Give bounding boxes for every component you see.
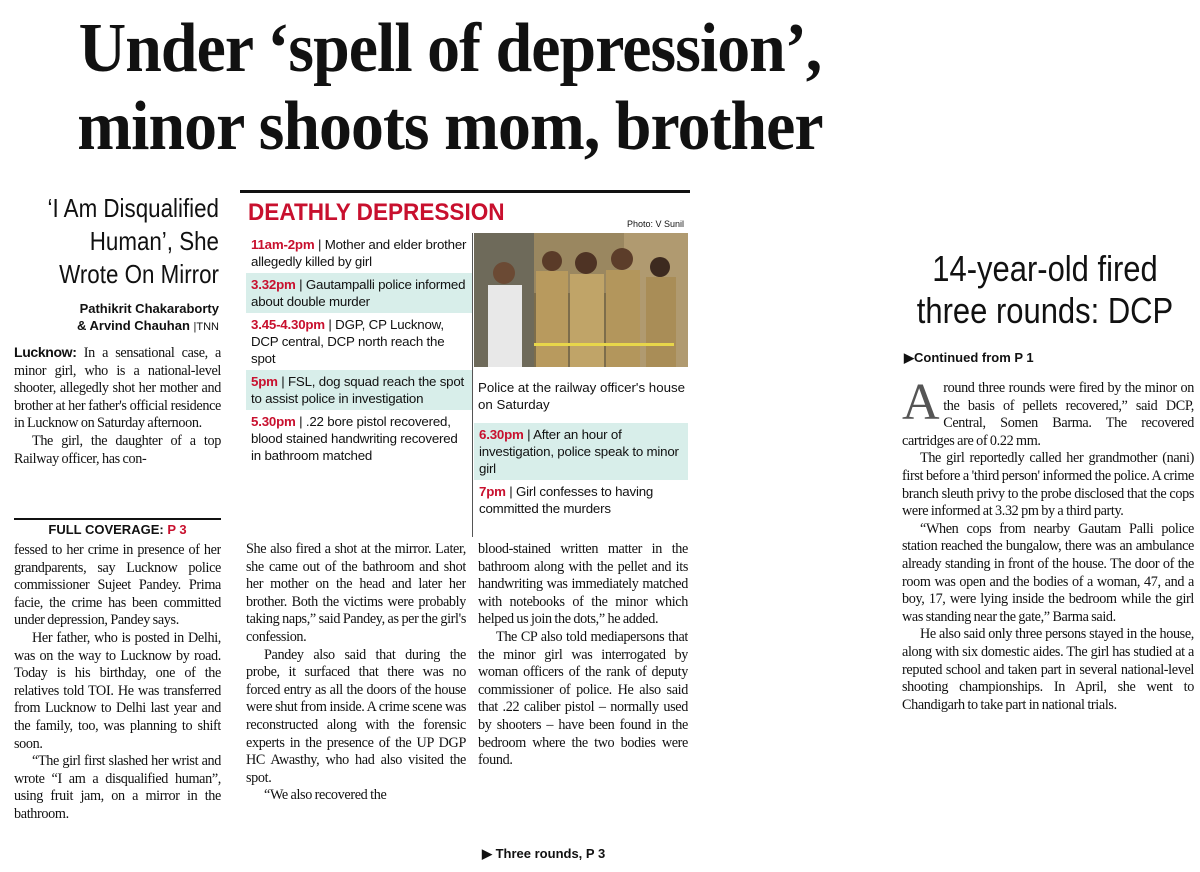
story-paragraph bbox=[902, 380, 1194, 450]
sidebar-headline-line: Wrote On Mirror bbox=[59, 259, 220, 289]
paragraph-text: round three rounds were fired by the minor on the basis of pellets recovered,” said DCP, Central, Somen Barma. The recovered cartridges are of 0.22 mm. bbox=[902, 380, 1194, 449]
box-divider bbox=[472, 233, 473, 537]
full-coverage-link[interactable] bbox=[14, 518, 221, 540]
sidebar-headline-line: ‘I Am Disqualified bbox=[47, 193, 219, 223]
timeline-text: | .22 bore pistol recovered, blood stained handwriting recovered in bathroom matched bbox=[251, 414, 458, 463]
timeline-time: 3.32pm bbox=[251, 277, 296, 292]
story-paragraph: “The girl first slashed her wrist and wrote “I am a disqualified human”, using fruit jam, on a mirror in the bathroom. bbox=[14, 753, 221, 822]
timeline-text: | Mother and elder brother allegedly killed by girl bbox=[251, 237, 467, 269]
right-headline-line-1: 14-year-old fired bbox=[932, 248, 1158, 289]
timeline-time: 3.45-4.30pm bbox=[251, 317, 325, 332]
story-column-3 bbox=[478, 541, 688, 831]
drop-cap: A bbox=[902, 380, 940, 431]
story-paragraph: Her father, who is posted in Delhi, was on the way to Lucknow by road. Today is his birthday, one of the relatives told TOI. He was transferred from Lucknow to Delhi last year and the family, too, was planning to shift soon. bbox=[14, 629, 221, 752]
story-paragraph: She also fired a shot at the mirror. Later, she came out of the bathroom and shot her mother on the head and later her brother. Both the victims were probably taking naps,” said Pandey, as per the girl's confession. bbox=[246, 541, 466, 645]
photo-credit: Photo: V Sunil bbox=[626, 219, 684, 229]
timeline-item bbox=[246, 313, 472, 370]
timeline-text: | Girl confesses to having committed the murders bbox=[479, 484, 654, 516]
story-paragraph: He also said only three persons stayed in the house, along with six domestic aides. The girl has studied at a reputed school and taken part in several national-level shooting championships. In April, she went to Chandigarh to take part in national trials. bbox=[902, 626, 1194, 713]
photo-caption: Police at the railway officer's house on Saturday bbox=[478, 380, 686, 412]
dateline: Lucknow: bbox=[14, 344, 77, 360]
timeline-item bbox=[246, 233, 472, 273]
byline-author-1: Pathikrit Chakaraborty bbox=[79, 301, 219, 316]
timeline-text: | After an hour of investigation, police speak to minor girl bbox=[479, 427, 679, 476]
byline bbox=[14, 300, 219, 336]
box-title: DEATHLY DEPRESSION bbox=[248, 199, 505, 226]
sidebar-headline bbox=[43, 192, 219, 291]
continued-from-label: ▶Continued from P 1 bbox=[904, 350, 1034, 365]
right-story-column bbox=[902, 380, 1194, 870]
timeline-time: 5.30pm bbox=[251, 414, 296, 429]
timeline-item bbox=[246, 410, 472, 467]
deathly-depression-box bbox=[240, 190, 690, 535]
timeline-item bbox=[474, 480, 688, 520]
story-paragraph: Pandey also said that during the probe, it surfaced that there was no forced entry as all the doors of the house were shut from inside. A crime scene was reconstructed along with the forensic experts in the presence of the UP DGP HC Awasthy, who had also visited the spot. bbox=[246, 646, 466, 786]
timeline-left bbox=[246, 233, 472, 467]
byline-tag: |TNN bbox=[193, 321, 219, 333]
headline-line-2: minor shoots mom, brother bbox=[77, 88, 823, 165]
paragraph-text: In a sensational case, a minor girl, who is a national-level shooter, allegedly shot her mother and brother at her father's official residence in Lucknow on Saturday afternoon. bbox=[14, 345, 221, 432]
police-photo bbox=[474, 233, 688, 367]
timeline-time: 6.30pm bbox=[479, 427, 524, 442]
right-story-headline bbox=[912, 248, 1179, 332]
jump-link-three-rounds[interactable]: ▶ Three rounds, P 3 bbox=[482, 846, 606, 861]
timeline-text: | Gautampalli police informed about double murder bbox=[251, 277, 466, 309]
full-coverage-label: FULL COVERAGE: bbox=[48, 522, 164, 537]
story-paragraph: blood-stained written matter in the bathroom along with the pellet and its handwriting was immediately matched with notebooks of the minor which helped us join the dots,” he added. bbox=[478, 541, 688, 628]
story-column-1-bottom bbox=[14, 542, 221, 872]
full-coverage-page: P 3 bbox=[167, 522, 187, 537]
timeline-right bbox=[474, 423, 688, 520]
story-paragraph: “We also recovered the bbox=[264, 787, 387, 804]
timeline-text: | DGP, CP Lucknow, DCP central, DCP north reach the spot bbox=[251, 317, 445, 366]
timeline-text: | FSL, dog squad reach the spot to assist police in investigation bbox=[251, 374, 465, 406]
timeline-item bbox=[246, 273, 472, 313]
story-paragraph: The girl, the daughter of a top Railway officer, has con- bbox=[14, 432, 221, 467]
story-paragraph: The girl reportedly called her grandmother (nani) first before a 'third person' informed the police. A crime branch sleuth privy to the probe disclosed that the cops were informed at 3.32 pm by a third party. bbox=[902, 450, 1194, 520]
story-column-2 bbox=[246, 541, 466, 872]
sidebar-headline-line: Human’, She bbox=[89, 226, 219, 256]
timeline-item bbox=[474, 423, 688, 480]
police-photo-illustration bbox=[474, 233, 688, 367]
story-paragraph: The CP also told mediapersons that the minor girl was interrogated by woman officers of the rank of deputy commissioner of police. He also said that .22 caliber pistol – normally used by shooters – have been found in the bedroom where the two bodies were found. bbox=[478, 628, 688, 769]
timeline-time: 7pm bbox=[479, 484, 506, 499]
main-headline bbox=[27, 10, 873, 166]
timeline-time: 11am-2pm bbox=[251, 237, 315, 252]
timeline-item bbox=[246, 370, 472, 410]
story-paragraph: fessed to her crime in presence of her grandparents, say Lucknow police commissioner Sujeet Pandey. Prima facie, the crime has been committed under depression, Pandey says. bbox=[14, 542, 221, 629]
byline-author-2: & Arvind Chauhan bbox=[76, 318, 190, 333]
story-paragraph bbox=[14, 344, 221, 433]
right-headline-line-2: three rounds: DCP bbox=[916, 290, 1174, 331]
timeline-time: 5pm bbox=[251, 374, 278, 389]
story-column-1-top bbox=[14, 344, 221, 516]
story-paragraph: “When cops from nearby Gautam Palli police station reached the bungalow, there was an ambulance already standing in front of the house. The door of the room was open and the bodies of a woman, 47, and a boy, 17, were lying inside the bedroom while the girl was standing near the gate,” Barma said. bbox=[902, 520, 1194, 625]
headline-line-1: Under ‘spell of depression’, bbox=[78, 10, 822, 87]
